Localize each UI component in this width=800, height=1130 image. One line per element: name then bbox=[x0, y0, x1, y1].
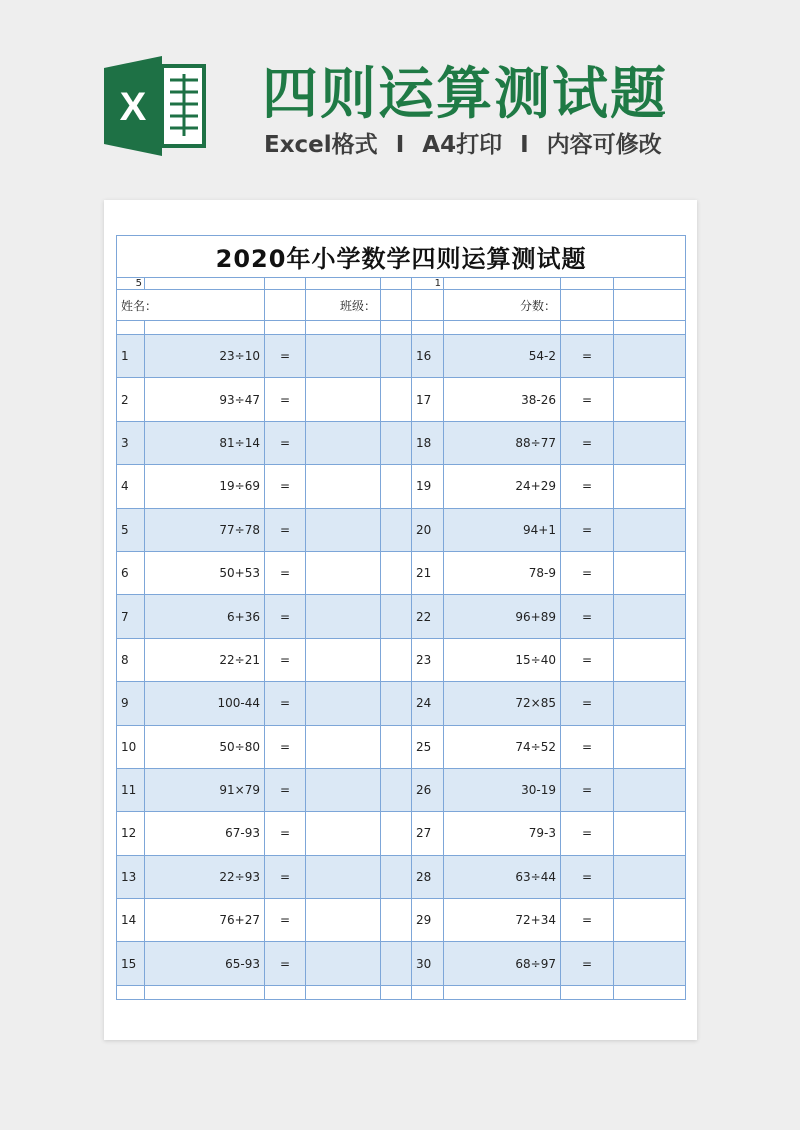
cell[interactable] bbox=[381, 508, 412, 551]
subtitle-separator: I bbox=[395, 132, 405, 158]
equals-sign[interactable]: = bbox=[265, 682, 306, 725]
question-expression[interactable]: 100-44 bbox=[145, 682, 265, 725]
question-expression[interactable]: 74÷52 bbox=[444, 725, 561, 768]
cell[interactable] bbox=[444, 278, 561, 290]
cell[interactable] bbox=[381, 551, 412, 594]
table-row bbox=[117, 508, 686, 551]
sheet-title[interactable]: 2020年小学数学四则运算测试题 bbox=[117, 236, 686, 278]
question-expression[interactable]: 88÷77 bbox=[444, 421, 561, 464]
cell[interactable] bbox=[561, 321, 614, 335]
answer-cell[interactable] bbox=[306, 335, 381, 378]
answer-cell[interactable] bbox=[614, 508, 686, 551]
score-label[interactable]: 分数： bbox=[444, 290, 561, 321]
cell[interactable] bbox=[412, 985, 444, 999]
answer-cell[interactable] bbox=[306, 595, 381, 638]
table-row bbox=[117, 768, 686, 811]
cell[interactable] bbox=[265, 321, 306, 335]
cell[interactable] bbox=[381, 595, 412, 638]
equals-sign[interactable]: = bbox=[561, 812, 614, 855]
cell[interactable] bbox=[561, 278, 614, 290]
question-number[interactable]: 19 bbox=[412, 465, 444, 508]
question-expression[interactable]: 23÷10 bbox=[145, 335, 265, 378]
question-expression[interactable]: 15÷40 bbox=[444, 638, 561, 681]
name-field[interactable] bbox=[265, 290, 306, 321]
question-expression[interactable]: 72×85 bbox=[444, 682, 561, 725]
equals-sign[interactable]: = bbox=[265, 378, 306, 421]
equals-sign[interactable]: = bbox=[561, 378, 614, 421]
cell[interactable] bbox=[412, 290, 444, 321]
question-number[interactable]: 14 bbox=[117, 899, 145, 942]
question-expression[interactable]: 96+89 bbox=[444, 595, 561, 638]
cell[interactable] bbox=[614, 985, 686, 999]
question-number[interactable]: 3 bbox=[117, 421, 145, 464]
question-number[interactable]: 12 bbox=[117, 812, 145, 855]
cell[interactable] bbox=[145, 985, 265, 999]
table-row bbox=[117, 335, 686, 378]
question-number[interactable]: 17 bbox=[412, 378, 444, 421]
question-expression[interactable]: 77÷78 bbox=[145, 508, 265, 551]
answer-cell[interactable] bbox=[614, 595, 686, 638]
cell[interactable] bbox=[117, 321, 145, 335]
table-row bbox=[117, 725, 686, 768]
question-expression[interactable]: 78-9 bbox=[444, 551, 561, 594]
answer-cell[interactable] bbox=[614, 551, 686, 594]
cell[interactable] bbox=[381, 899, 412, 942]
answer-cell[interactable] bbox=[306, 508, 381, 551]
table-row bbox=[117, 638, 686, 681]
equals-sign[interactable]: = bbox=[265, 768, 306, 811]
cell[interactable] bbox=[306, 985, 381, 999]
question-expression[interactable]: 67-93 bbox=[145, 812, 265, 855]
equals-sign[interactable]: = bbox=[265, 508, 306, 551]
equals-sign[interactable]: = bbox=[561, 942, 614, 985]
cell[interactable] bbox=[381, 421, 412, 464]
promo-header bbox=[0, 0, 800, 200]
cell[interactable] bbox=[381, 985, 412, 999]
question-expression[interactable]: 54-2 bbox=[444, 335, 561, 378]
question-expression[interactable]: 30-19 bbox=[444, 768, 561, 811]
table-row bbox=[117, 812, 686, 855]
equals-sign[interactable]: = bbox=[265, 421, 306, 464]
question-expression[interactable]: 50÷80 bbox=[145, 725, 265, 768]
answer-cell[interactable] bbox=[614, 465, 686, 508]
question-number[interactable]: 23 bbox=[412, 638, 444, 681]
equals-sign[interactable]: = bbox=[561, 855, 614, 898]
question-expression[interactable]: 38-26 bbox=[444, 378, 561, 421]
answer-cell[interactable] bbox=[614, 812, 686, 855]
table-row bbox=[117, 551, 686, 594]
subtitle-editable: 内容可修改 bbox=[546, 132, 662, 158]
equals-sign[interactable]: = bbox=[561, 335, 614, 378]
subtitle-format: Excel格式 bbox=[264, 132, 378, 158]
subtitle bbox=[264, 126, 662, 159]
answer-cell[interactable] bbox=[614, 855, 686, 898]
cell[interactable] bbox=[306, 321, 381, 335]
cell[interactable] bbox=[444, 321, 561, 335]
cell[interactable] bbox=[381, 335, 412, 378]
worksheet-grid bbox=[116, 235, 686, 1000]
answer-cell[interactable] bbox=[306, 812, 381, 855]
equals-sign[interactable]: = bbox=[265, 335, 306, 378]
answer-cell[interactable] bbox=[306, 942, 381, 985]
cell[interactable] bbox=[381, 278, 412, 290]
question-number[interactable]: 7 bbox=[117, 595, 145, 638]
cell[interactable] bbox=[444, 985, 561, 999]
cell[interactable] bbox=[381, 855, 412, 898]
answer-cell[interactable] bbox=[614, 421, 686, 464]
answer-cell[interactable] bbox=[306, 899, 381, 942]
answer-cell[interactable] bbox=[306, 465, 381, 508]
question-expression[interactable]: 91×79 bbox=[145, 768, 265, 811]
equals-sign[interactable]: = bbox=[265, 551, 306, 594]
cell[interactable] bbox=[381, 682, 412, 725]
cell[interactable] bbox=[614, 290, 686, 321]
question-expression[interactable]: 6+36 bbox=[145, 595, 265, 638]
question-number[interactable]: 8 bbox=[117, 638, 145, 681]
equals-sign[interactable]: = bbox=[561, 638, 614, 681]
answer-cell[interactable] bbox=[306, 768, 381, 811]
question-expression[interactable]: 22÷21 bbox=[145, 638, 265, 681]
question-expression[interactable]: 93÷47 bbox=[145, 378, 265, 421]
equals-sign[interactable]: = bbox=[561, 595, 614, 638]
cell[interactable] bbox=[381, 638, 412, 681]
question-number[interactable]: 20 bbox=[412, 508, 444, 551]
question-number[interactable]: 28 bbox=[412, 855, 444, 898]
answer-cell[interactable] bbox=[306, 421, 381, 464]
question-number[interactable]: 21 bbox=[412, 551, 444, 594]
question-expression[interactable]: 76+27 bbox=[145, 899, 265, 942]
name-label[interactable]: 姓名： bbox=[117, 290, 265, 321]
page-title: 四则运算测试题 bbox=[262, 62, 668, 127]
answer-cell[interactable] bbox=[614, 942, 686, 985]
question-expression[interactable]: 94+1 bbox=[444, 508, 561, 551]
equals-sign[interactable]: = bbox=[265, 595, 306, 638]
tiny-right-value[interactable]: 1 bbox=[412, 278, 444, 290]
question-expression[interactable]: 22÷93 bbox=[145, 855, 265, 898]
question-number[interactable]: 27 bbox=[412, 812, 444, 855]
question-number[interactable]: 26 bbox=[412, 768, 444, 811]
answer-cell[interactable] bbox=[306, 682, 381, 725]
answer-cell[interactable] bbox=[306, 725, 381, 768]
equals-sign[interactable]: = bbox=[561, 725, 614, 768]
question-expression[interactable]: 63÷44 bbox=[444, 855, 561, 898]
equals-sign[interactable]: = bbox=[265, 855, 306, 898]
answer-cell[interactable] bbox=[614, 682, 686, 725]
question-expression[interactable]: 68÷97 bbox=[444, 942, 561, 985]
question-number[interactable]: 16 bbox=[412, 335, 444, 378]
answer-cell[interactable] bbox=[306, 638, 381, 681]
answer-cell[interactable] bbox=[614, 378, 686, 421]
answer-cell[interactable] bbox=[306, 551, 381, 594]
table-row bbox=[117, 595, 686, 638]
equals-sign[interactable]: = bbox=[265, 899, 306, 942]
cell[interactable] bbox=[381, 768, 412, 811]
excel-logo-icon bbox=[104, 56, 208, 156]
cell[interactable] bbox=[381, 725, 412, 768]
subtitle-print: A4打印 bbox=[422, 132, 503, 158]
question-expression[interactable]: 19÷69 bbox=[145, 465, 265, 508]
question-number[interactable]: 9 bbox=[117, 682, 145, 725]
equals-sign[interactable]: = bbox=[561, 421, 614, 464]
equals-sign[interactable]: = bbox=[561, 899, 614, 942]
cell[interactable] bbox=[145, 278, 265, 290]
equals-sign[interactable]: = bbox=[265, 465, 306, 508]
question-number[interactable]: 1 bbox=[117, 335, 145, 378]
equals-sign[interactable]: = bbox=[265, 942, 306, 985]
equals-sign[interactable]: = bbox=[561, 551, 614, 594]
equals-sign[interactable]: = bbox=[265, 725, 306, 768]
cell[interactable] bbox=[381, 378, 412, 421]
question-expression[interactable]: 72+34 bbox=[444, 899, 561, 942]
question-number[interactable]: 15 bbox=[117, 942, 145, 985]
answer-cell[interactable] bbox=[614, 768, 686, 811]
equals-sign[interactable]: = bbox=[265, 812, 306, 855]
worksheet-page bbox=[104, 200, 697, 1040]
table-row bbox=[117, 682, 686, 725]
question-number[interactable]: 4 bbox=[117, 465, 145, 508]
cell[interactable] bbox=[561, 985, 614, 999]
cell[interactable] bbox=[265, 985, 306, 999]
class-label[interactable]: 班级： bbox=[306, 290, 381, 321]
answer-cell[interactable] bbox=[614, 725, 686, 768]
table-row bbox=[117, 942, 686, 985]
question-expression[interactable]: 24+29 bbox=[444, 465, 561, 508]
cell[interactable] bbox=[614, 278, 686, 290]
table-row bbox=[117, 378, 686, 421]
question-number[interactable]: 6 bbox=[117, 551, 145, 594]
cell[interactable] bbox=[381, 812, 412, 855]
cell[interactable] bbox=[265, 278, 306, 290]
logo-letter: X bbox=[119, 85, 147, 129]
cell[interactable] bbox=[381, 465, 412, 508]
cell[interactable] bbox=[306, 278, 381, 290]
equals-sign[interactable]: = bbox=[561, 768, 614, 811]
question-number[interactable]: 13 bbox=[117, 855, 145, 898]
score-field[interactable] bbox=[561, 290, 614, 321]
table-row bbox=[117, 465, 686, 508]
cell[interactable] bbox=[412, 321, 444, 335]
answer-cell[interactable] bbox=[614, 638, 686, 681]
question-number[interactable]: 30 bbox=[412, 942, 444, 985]
table-row bbox=[117, 899, 686, 942]
equals-sign[interactable]: = bbox=[561, 682, 614, 725]
question-number[interactable]: 25 bbox=[412, 725, 444, 768]
cell[interactable] bbox=[381, 942, 412, 985]
answer-cell[interactable] bbox=[306, 855, 381, 898]
table-row bbox=[117, 855, 686, 898]
question-number[interactable]: 22 bbox=[412, 595, 444, 638]
question-number[interactable]: 10 bbox=[117, 725, 145, 768]
answer-cell[interactable] bbox=[614, 335, 686, 378]
tiny-left-value[interactable]: 5 bbox=[117, 278, 145, 290]
table-row bbox=[117, 421, 686, 464]
class-field[interactable] bbox=[381, 290, 412, 321]
question-number[interactable]: 29 bbox=[412, 899, 444, 942]
cell[interactable] bbox=[381, 321, 412, 335]
question-number[interactable]: 2 bbox=[117, 378, 145, 421]
question-number[interactable]: 24 bbox=[412, 682, 444, 725]
equals-sign[interactable]: = bbox=[265, 638, 306, 681]
question-expression[interactable]: 50+53 bbox=[145, 551, 265, 594]
question-number[interactable]: 11 bbox=[117, 768, 145, 811]
answer-cell[interactable] bbox=[614, 899, 686, 942]
question-number[interactable]: 18 bbox=[412, 421, 444, 464]
equals-sign[interactable]: = bbox=[561, 508, 614, 551]
question-expression[interactable]: 81÷14 bbox=[145, 421, 265, 464]
question-number[interactable]: 5 bbox=[117, 508, 145, 551]
equals-sign[interactable]: = bbox=[561, 465, 614, 508]
subtitle-separator: I bbox=[520, 132, 529, 158]
question-expression[interactable]: 65-93 bbox=[145, 942, 265, 985]
answer-cell[interactable] bbox=[306, 378, 381, 421]
cell[interactable] bbox=[117, 985, 145, 999]
question-expression[interactable]: 79-3 bbox=[444, 812, 561, 855]
cell[interactable] bbox=[145, 321, 265, 335]
cell[interactable] bbox=[614, 321, 686, 335]
